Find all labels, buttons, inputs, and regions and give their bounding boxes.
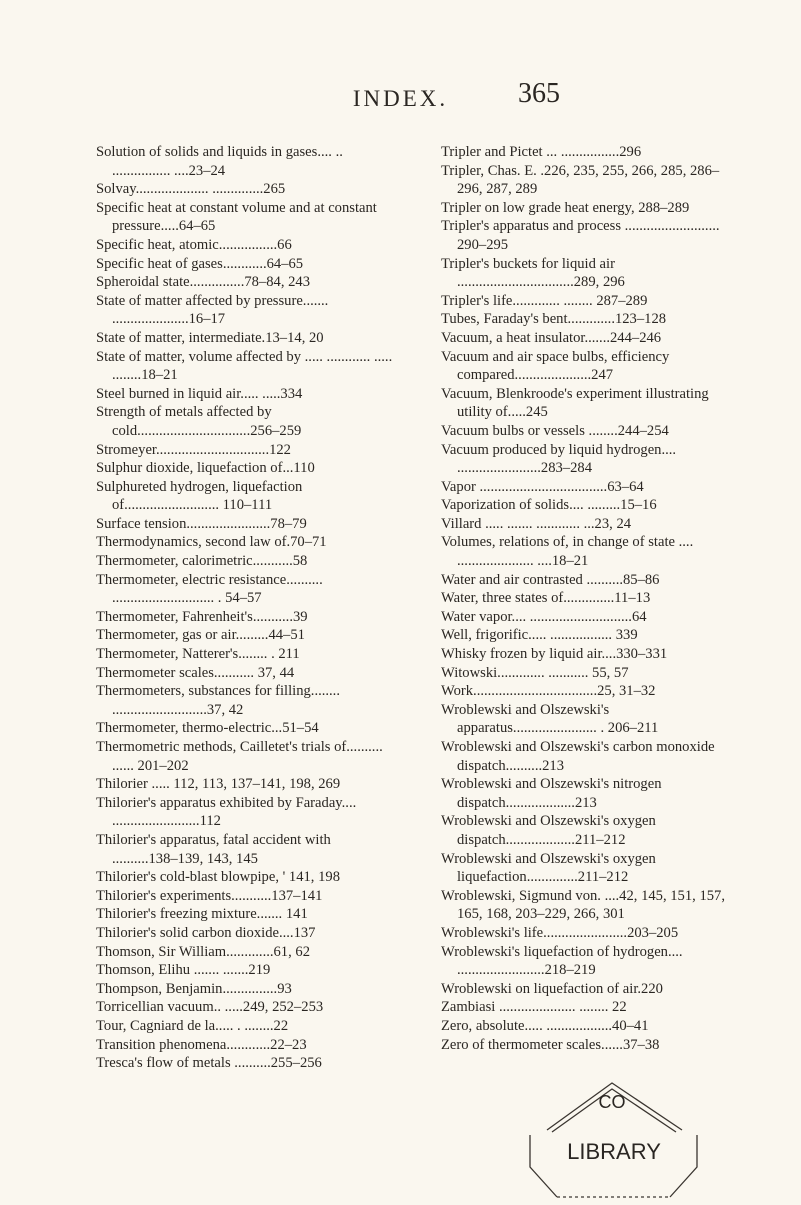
index-entry: Tubes, Faraday's bent.............123–128 (441, 311, 667, 328)
index-entry: Water, three states of..............11–13 (441, 590, 651, 607)
index-entry: Vacuum, Blenkroode's experiment illustrating utility of.....245 (441, 385, 709, 421)
index-entry: Thilorier's cold-blast blowpipe, ' 141, 198 (96, 869, 340, 886)
index-entry: Solution of solids and liquids in gases.... .. ................ ....23–24 (96, 144, 343, 179)
index-entry: Thermometric methods, Cailletet's trials of.......... ...... 201–202 (96, 739, 383, 774)
index-entry: Strength of metals affected by cold...............................256–259 (96, 404, 302, 439)
index-entry: Thomson, Elihu ....... .......219 (96, 962, 271, 979)
index-entry: Wroblewski and Olszewski's oxygen dispatch...................211–212 (441, 813, 656, 848)
index-entry: Thompson, Benjamin...............93 (96, 980, 292, 997)
page-header (0, 78, 801, 118)
index-entry: Thomson, Sir William.............61, 62 (96, 943, 310, 960)
index-entry: State of matter affected by pressure....... .....................16–17 (96, 292, 329, 328)
index-entry: Wroblewski and Olszewski's oxygen liquefaction..............211–212 (441, 850, 656, 886)
index-entry: Wroblewski on liquefaction of air.220 (441, 980, 663, 997)
index-entry: Thilorier ..... 112, 113, 137–141, 198, 269 (96, 776, 341, 793)
index-entry: Tresca's flow of metals ..........255–256 (96, 1055, 322, 1072)
index-entry: Zambiasi ..................... ........ 22 (441, 999, 627, 1016)
index-entry: Well, frigorific..... ................. 339 (441, 627, 638, 644)
index-entry: Transition phenomena............22–23 (96, 1036, 307, 1053)
index-entry: Thilorier's solid carbon dioxide....137 (96, 924, 316, 941)
index-entry: Wroblewski, Sigmund von. ....42, 145, 151, 157, 165, 168, 203–229, 266, 301 (441, 887, 725, 923)
index-column-left (96, 143, 396, 1073)
index-entry: Thilorier's apparatus, fatal accident with ..........138–139, 143, 145 (96, 831, 331, 867)
index-entry: Zero of thermometer scales......37–38 (441, 1036, 660, 1053)
index-entry: State of matter, intermediate.13–14, 20 (96, 329, 324, 346)
running-title: INDEX. (352, 86, 449, 111)
index-entry: Wroblewski and Olszewski's apparatus....................... . 206–211 (441, 701, 659, 737)
index-entry: Zero, absolute..... ..................40–41 (441, 1017, 649, 1034)
index-entry: Tripler's life............. ........ 287–289 (441, 292, 648, 309)
index-entry: Tour, Cagniard de la..... . ........22 (96, 1017, 289, 1034)
index-entry: Witowski............. ........... 55, 57 (441, 664, 629, 681)
index-entry: Spheroidal state...............78–84, 243 (96, 274, 311, 291)
index-entry: Thilorier's experiments...........137–141 (96, 887, 323, 904)
index-entry: State of matter, volume affected by ..... ............ ..... ........18–21 (96, 348, 393, 384)
library-stamp (512, 1075, 717, 1200)
index-entry: Wroblewski's liquefaction of hydrogen.... ........................218–219 (441, 943, 683, 979)
index-entry: Specific heat, atomic................66 (96, 236, 292, 253)
index-entry: Thermometer, Fahrenheit's...........39 (96, 608, 308, 625)
index-entry: Specific heat of gases............64–65 (96, 255, 304, 272)
index-entry: Vapor ...................................63–64 (441, 478, 644, 495)
index-entry: Sulphureted hydrogen, liquefaction of.......................... 110–111 (96, 478, 303, 514)
index-entry: Thermometer, Natterer's........ . 211 (96, 646, 300, 663)
index-entry: Water and air contrasted ..........85–86 (441, 571, 660, 588)
index-entry: Wroblewski and Olszewski's nitrogen dispatch...................213 (441, 776, 662, 811)
index-entry: Thermometer scales........... 37, 44 (96, 664, 295, 681)
index-entry: Tripler on low grade heat energy, 288–289 (441, 199, 690, 216)
index-entry: Specific heat at constant volume and at constant pressure.....64–65 (96, 199, 377, 235)
index-entry: Thermometer, gas or air.........44–51 (96, 627, 305, 644)
index-entry: Torricellian vacuum.. .....249, 252–253 (96, 999, 324, 1016)
index-entry: Thermodynamics, second law of.70–71 (96, 534, 327, 551)
page-number: 365 (518, 78, 560, 109)
index-entry: Tripler, Chas. E. .226, 235, 255, 266, 285, 286–296, 287, 289 (441, 162, 720, 198)
index-entry: Wroblewski and Olszewski's carbon monoxide dispatch..........213 (441, 739, 715, 774)
index-entry: Villard ..... ....... ............ ...23, 24 (441, 515, 632, 532)
index-entry: Steel burned in liquid air..... .....334 (96, 385, 303, 402)
index-entry: Whisky frozen by liquid air....330–331 (441, 646, 668, 663)
index-entry: Surface tension.......................78–79 (96, 515, 307, 532)
library-stamp-graphic (512, 1075, 717, 1200)
index-entry: Thermometer, calorimetric...........58 (96, 553, 308, 570)
index-entry: Thermometers, substances for filling........ ..........................37, 42 (96, 683, 340, 718)
index-entry: Tripler and Pictet ... ................296 (441, 144, 642, 160)
index-column-right (441, 143, 741, 1054)
index-entry: Vacuum bulbs or vessels ........244–254 (441, 422, 669, 439)
stamp-top-text: CO (598, 1092, 626, 1112)
index-entry: Work..................................25, 31–32 (441, 683, 656, 700)
index-entry: Stromeyer...............................122 (96, 441, 291, 458)
index-entry: Wroblewski's life.......................203–205 (441, 924, 679, 941)
index-entry: Vacuum and air space bulbs, efficiency compared.....................247 (441, 348, 670, 384)
index-entry: Volumes, relations of, in change of state .... ..................... ....18–21 (441, 534, 694, 570)
index-entry: Vacuum, a heat insulator.......244–246 (441, 329, 662, 346)
stamp-center-text: LIBRARY (567, 1139, 661, 1164)
index-entry: Thermometer, electric resistance.......... ............................ . 54–57 (96, 571, 323, 607)
index-entry: Water vapor.... ............................64 (441, 608, 647, 625)
index-entry: Tripler's buckets for liquid air ................................289, 296 (441, 255, 625, 291)
index-entry: Tripler's apparatus and process .......................... 290–295 (441, 218, 720, 253)
index-entry: Sulphur dioxide, liquefaction of...110 (96, 460, 315, 477)
index-entry: Thermometer, thermo-electric...51–54 (96, 720, 319, 737)
index-entry: Solvay.................... ..............265 (96, 181, 286, 198)
index-entry: Vaporization of solids.... .........15–16 (441, 497, 657, 514)
index-entry: Thilorier's apparatus exhibited by Faraday.... ........................112 (96, 794, 357, 830)
index-entry: Thilorier's freezing mixture....... 141 (96, 906, 308, 923)
index-entry: Vacuum produced by liquid hydrogen.... .......................283–284 (441, 441, 677, 477)
